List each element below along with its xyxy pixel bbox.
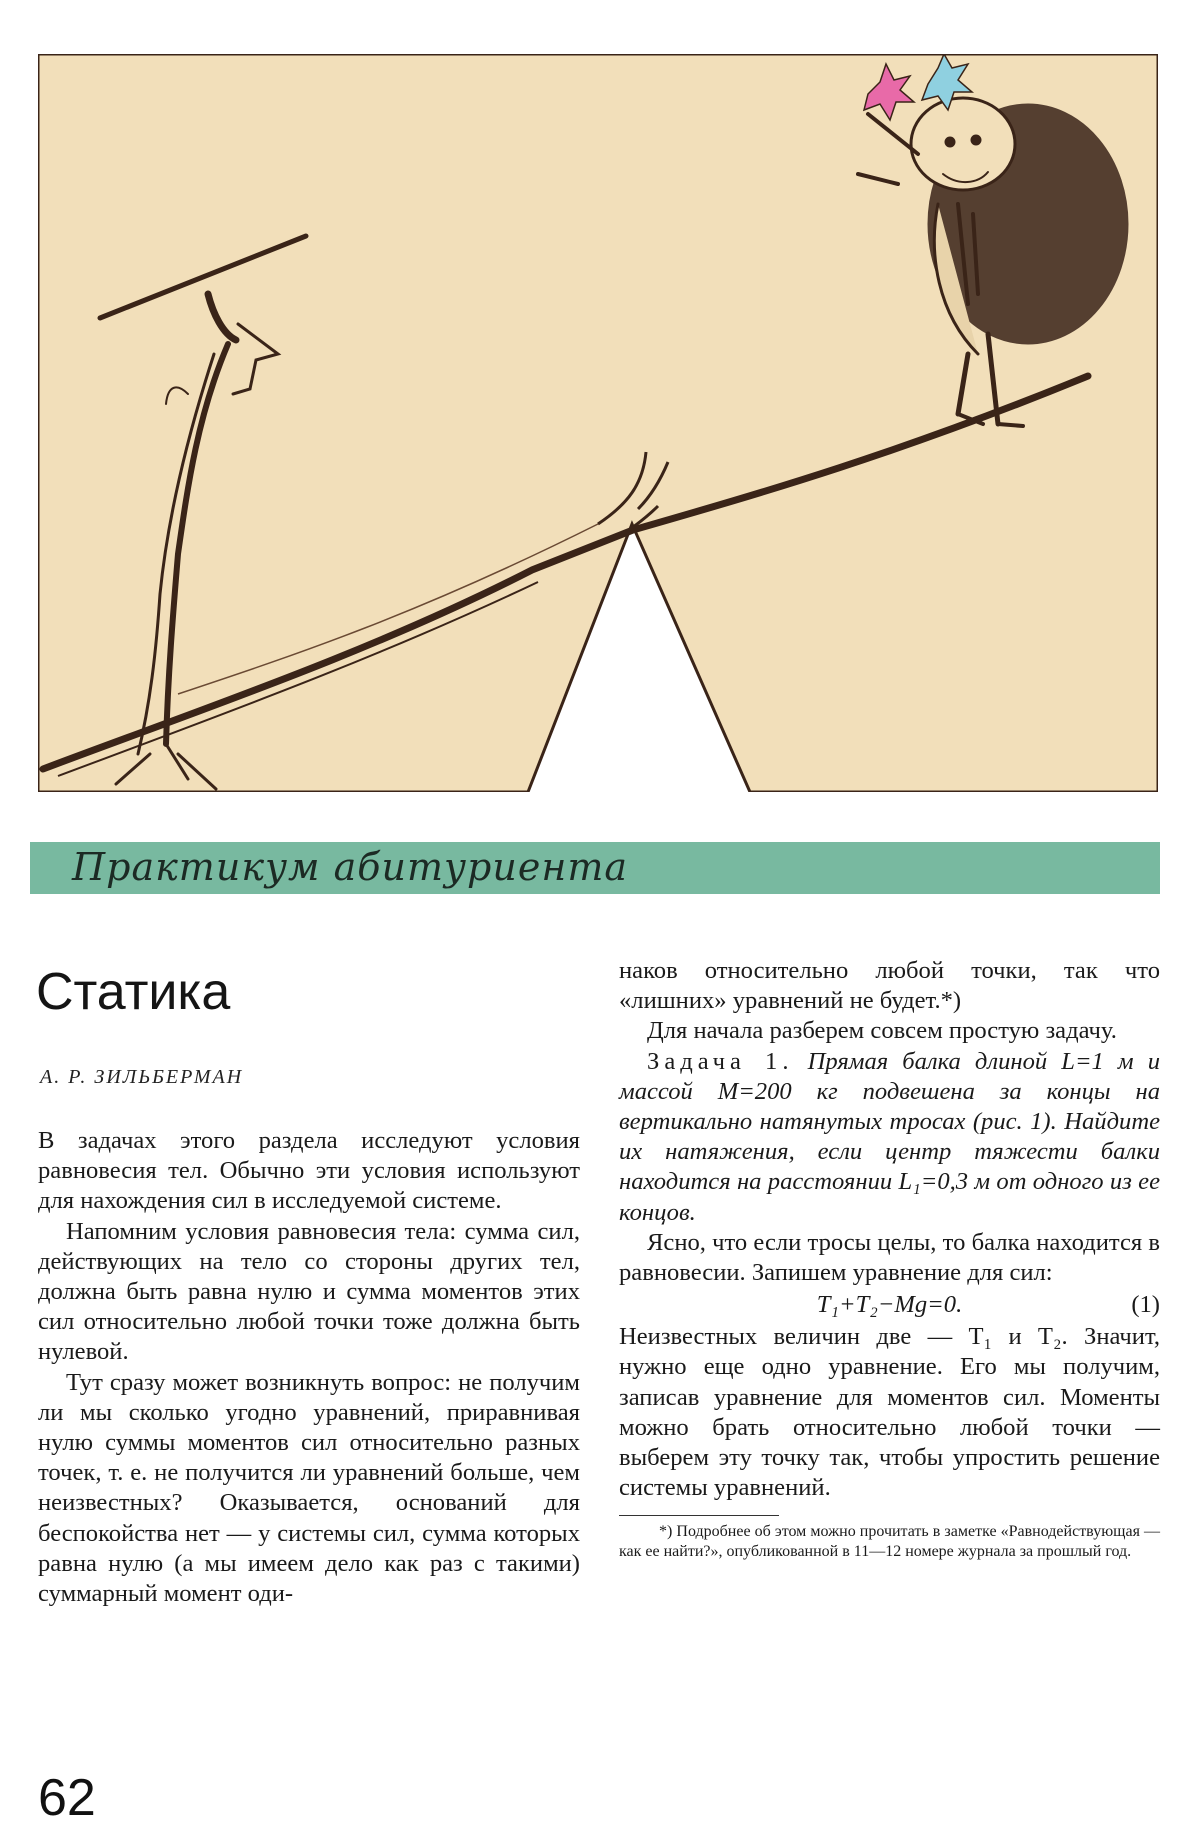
equation-number: (1) — [1131, 1291, 1160, 1319]
paragraph: Тут сразу может возникнуть вопрос: не получим ли мы сколько угодно уравнений, приравнивая нулю суммы моментов сил относительно разных точек, т. е. не получится ли уравнений больше, чем неизвестных? Оказывается, оснований для беспокойства нет — у системы сил, сумма которых равна нулю (а мы имеем дело как раз с такими) суммарный момент оди- — [38, 1368, 580, 1608]
left-column — [38, 1126, 580, 1609]
paragraph: Напомним условия равновесия тела: сумма сил, действующих на тело со стороны других тел, должна быть равна нулю и сумма моментов этих сил относительно любой точки тоже должна быть нулевой. — [38, 1217, 580, 1366]
paragraph: В задачах этого раздела исследуют условия равновесия тел. Обычно эти условия используют для нахождения сил в исследуемой системе. — [38, 1127, 580, 1215]
article-author: А. Р. ЗИЛЬБЕРМАН — [40, 1066, 244, 1088]
equation-formula: T₁+T₂−Mg=0. — [816, 1291, 963, 1319]
right-column — [619, 956, 1160, 1562]
task-paragraph — [619, 1047, 1160, 1228]
banner-title: Практикум абитуриента — [72, 845, 629, 889]
section-banner — [30, 842, 1160, 894]
paragraph: Ясно, что если тросы целы, то балка находится в равновесии. Запишем уравнение для сил: — [619, 1228, 1160, 1287]
paragraph: Неизвестных величин две — T₁ и T₂. Значит, нужно еще одно уравнение. Его мы получим, записав уравнение для моментов сил. Моменты можно брать относительно любой точки — выберем эту точку так, чтобы упростить решение системы уравнений. — [619, 1323, 1160, 1502]
footnote-divider — [619, 1515, 779, 1516]
footnote: *) Подробнее об этом можно прочитать в заметке «Равнодействующая — как ее найти?», опубликованной в 11—12 номере журнала за прошлый год. — [619, 1523, 1160, 1561]
article-title: Статика — [36, 963, 231, 1021]
paragraph: наков относительно любой точки, так что «лишних» уравнений не будет.*) — [619, 957, 1160, 1015]
task-label: Задача 1. — [647, 1047, 794, 1075]
equation-1 — [619, 1290, 1160, 1320]
paragraph: Для начала разберем совсем простую задачу. — [647, 1017, 1117, 1045]
page-number: 62 — [38, 1769, 96, 1827]
seesaw-illustration — [38, 54, 1158, 792]
task-text: Прямая балка длиной L=1 м и массой M=200 кг подвешена за концы на вертикально натянутых тросах (рис. 1). Найдите их натяжения, если центр тяжести балки находится на расстоянии L₁=0,3 м от одного из ее концов. — [619, 1047, 1160, 1226]
